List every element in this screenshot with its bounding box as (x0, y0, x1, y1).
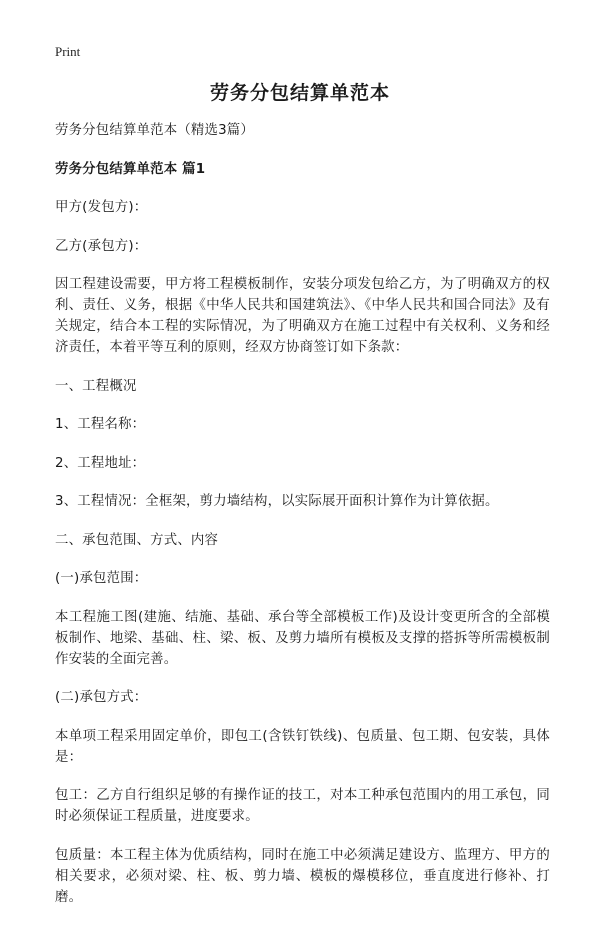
clause-heading: 二、承包范围、方式、内容 (55, 532, 219, 548)
clause-heading: 一、工程概况 (55, 378, 137, 394)
party-b-line: 乙方(承包方)： (55, 238, 148, 254)
subclause-heading: (二)承包方式： (55, 690, 148, 705)
document-title: 劳务分包结算单范本 (209, 82, 390, 104)
clause-item: 1、工程名称： (55, 417, 146, 432)
body-paragraph: 本单项工程采用固定单价，即包工(含铁钉铁线)、包质量、包工期、包安装，具体是： (55, 728, 550, 765)
body-paragraph: 包工：乙方自行组织足够的有操作证的技工，对本工种承包范围内的用工承包，同时必须保证工程质量，进度要求。 (55, 788, 550, 824)
party-a-line: 甲方(发包方)： (55, 200, 148, 215)
document-subtitle: 劳务分包结算单范本（精选3篇） (55, 123, 254, 138)
clause-item: 3、工程情况：全框架，剪力墙结构，以实际展开面积计算作为计算依据。 (55, 494, 499, 509)
body-paragraph: 包质量：本工程主体为优质结构，同时在施工中必须满足建设方、监理方、甲方的相关要求，必须对梁、柱、板、剪力墙、模板的爆模移位，垂直度进行修补、打磨。 (55, 847, 550, 905)
section-heading: 劳务分包结算单范本 篇1 (55, 161, 206, 177)
intro-paragraph: 因工程建设需要，甲方将工程模板制作，安装分项发包给乙方，为了明确双方的权利、责任、义务，根据《中华人民共和国建筑法》、《中华人民共和国合同法》及有关规定，结合本工程的实际情况，为了明确双方在施工过程中有关权利、义务和经济责任，本着平等互利的原则，经双方协商签订如下条款： (55, 277, 550, 355)
clause-item: 2、工程地址： (55, 455, 146, 471)
print-link[interactable]: Print (55, 44, 81, 59)
subclause-heading: (一)承包范围： (55, 571, 148, 586)
body-paragraph: 本工程施工图(建施、结施、基础、承台等全部模板工作)及设计变更所含的全部模板制作、地梁、基础、柱、梁、板、及剪力墙所有模板及支撑的搭拆等所需模板制作安装的全面完善。 (55, 609, 550, 667)
document-body (55, 120, 550, 925)
